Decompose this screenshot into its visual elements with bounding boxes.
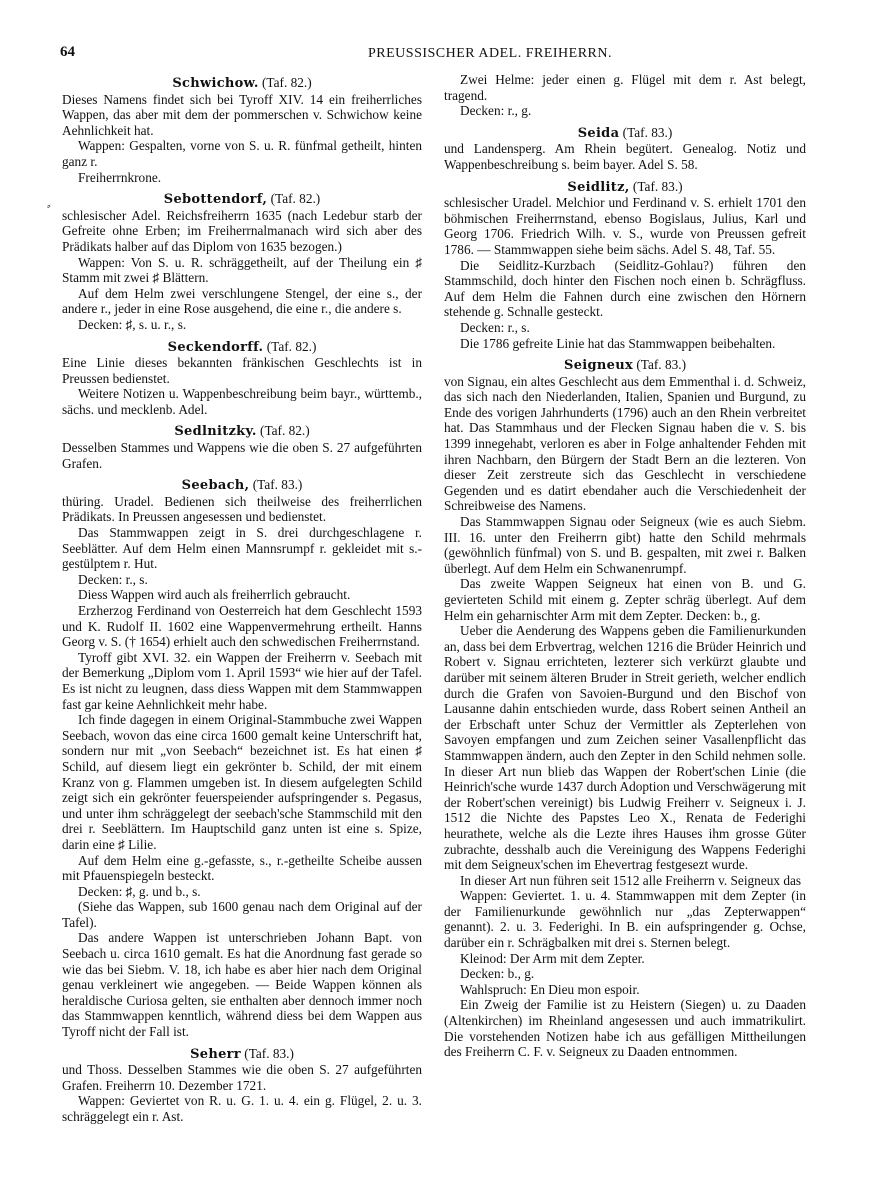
entry-name: Schwichow. bbox=[172, 76, 259, 91]
entry-heading bbox=[62, 1046, 422, 1063]
entry-paragraph: Ich finde dagegen in einem Original-Stammbuche zwei Wappen Seebach, wovon das eine circa 1600 gemalt keine Unterschrift hat, sondern nur mit „von Seebach“ bezeichnet ist. Es hat einen ♯ Schild, auf diesem liegt ein gekrönter b. Schild, der mit einem Kranz von g. Flammen umgeben ist. In diesem aufgelegten Schild zeigt sich ein gekrönter feuerspeiender aufspringender s. Pegasus, und unter ihm schräggelegt der seebach'sche Stammschild mit den drei r. Seeblättern. Im Hauptschild ganz unten ist eine s. Spize, darin eine ♯ Lilie. bbox=[62, 712, 422, 852]
entry-name: Seckendorff. bbox=[167, 339, 264, 355]
entry-paragraph: und Thoss. Desselben Stammes wie die oben S. 27 aufgeführten Grafen. Freiherrn 10. Dezember 1721. bbox=[62, 1062, 422, 1093]
entry-heading bbox=[62, 477, 422, 494]
entry-paragraph: Decken: r., s. bbox=[460, 319, 530, 335]
entry-paragraph: Freiherrnkrone. bbox=[78, 169, 162, 185]
entry-paragraph: Desselben Stammes und Wappens wie die oben S. 27 aufgeführten Grafen. bbox=[62, 440, 422, 471]
entry bbox=[444, 125, 806, 173]
entry-paragraph: Wappen: Geviertet. 1. u. 4. Stammwappen mit dem Zepter (in der Familienurkunde gewöhnlich nur „das Zepterwappen“ genannt). 2. u. 3. Federighi. In B. ein aufspringender g. Ochse, darüber ein r. Schrägbalken mit drei s. Sternen belegt. bbox=[444, 888, 806, 951]
entry-name: Seigneux bbox=[564, 358, 634, 374]
entry-heading bbox=[62, 339, 422, 356]
margin-mark: ⸗ bbox=[47, 200, 51, 212]
page-number: 64 bbox=[60, 44, 75, 60]
entry-paragraph: Auf dem Helm zwei verschlungene Stengel, der eine s., der andere r., jeder in eine Rose ausgehend, die eine r., die andere s. bbox=[62, 285, 422, 317]
entry bbox=[62, 75, 422, 185]
entry-paragraph: Zwei Helme: jeder einen g. Flügel mit dem r. Ast belegt, tragend. bbox=[444, 72, 806, 103]
entry-paragraph: Decken: ♯, g. und b., s. bbox=[78, 883, 201, 899]
entry-paragraph: Decken: ♯, s. u. r., s. bbox=[78, 316, 187, 332]
entry-plate-ref: (Taf. 83.) bbox=[622, 124, 673, 140]
entry bbox=[62, 191, 422, 332]
entry-plate-ref: (Taf. 82.) bbox=[262, 75, 312, 90]
entry-paragraph: Decken: b., g. bbox=[460, 966, 535, 982]
entry-heading bbox=[62, 75, 422, 92]
entry-plate-ref: (Taf. 82.) bbox=[260, 423, 310, 439]
entry-paragraph: Das Stammwappen Signau oder Seigneux (wie es auch Siebm. III. 16. unter den Freiherrn gibt) hatte den Schild mehrmals (gewöhnlich fünfmal) von S. und B. gespalten, mit zwei r. Balken überlegt. Auf dem Helm ein Schwanenrumpf. bbox=[444, 514, 806, 576]
entry bbox=[444, 179, 806, 352]
entry-plate-ref: (Taf. 82.) bbox=[270, 191, 321, 207]
entry bbox=[62, 423, 422, 471]
running-title: PREUSSISCHER ADEL. FREIHERRN. bbox=[368, 46, 612, 61]
entry-heading bbox=[444, 179, 806, 196]
left-column bbox=[62, 72, 422, 1131]
page-header bbox=[60, 44, 830, 66]
entry-heading bbox=[62, 191, 422, 208]
entry-paragraph: Die Seidlitz-Kurzbach (Seidlitz-Gohlau?) führen den Stammschild, doch hinter den Fischen noch einen b. Schrägfluss. Auf dem Helm die Fahnen durch eine zwischen den Hörnern stehende g. Schnalle gesteckt. bbox=[444, 257, 806, 320]
entry bbox=[444, 72, 806, 119]
entry-paragraph: Wappen: Geviertet von R. u. G. 1. u. 4. ein g. Flügel, 2. u. 3. schräggelegt ein r. Ast. bbox=[62, 1093, 422, 1124]
entry bbox=[62, 477, 422, 1039]
entry-plate-ref: (Taf. 83.) bbox=[244, 1045, 294, 1061]
entry-paragraph: Das andere Wappen ist unterschrieben Johann Bapt. von Seebach u. circa 1610 gemalt. Es hat die Anordnung fast gerade so wie das bei Siebm. V. 18, ich habe es aber hier nach dem Original genau verkleinert wie angegeben. — Beide Wappen können als heraldische Curiosa gelten, sie enthalten aber dennoch immer noch das Stammwappen kenntlich, während diess bei dem Wappen aus Tyroff nicht der Fall ist. bbox=[62, 930, 422, 1040]
entry-paragraph: Wappen: Von S. u. R. schräggetheilt, auf der Theilung ein ♯ Stamm mit zwei ♯ Blättern. bbox=[62, 254, 422, 286]
entry-name: Sedlnitzky. bbox=[174, 424, 257, 440]
entry-name: Seidlitz, bbox=[567, 179, 630, 195]
entry-name: Seherr bbox=[190, 1046, 241, 1062]
entry-paragraph: Decken: r., g. bbox=[460, 103, 532, 119]
entry-paragraph: Wappen: Gespalten, vorne von S. u. R. fünfmal getheilt, hinten ganz r. bbox=[62, 138, 422, 169]
entry-paragraph: Diess Wappen wird auch als freiherrlich gebraucht. bbox=[78, 587, 351, 603]
entry-paragraph: Das Stammwappen zeigt in S. drei durchgeschlagene r. Seeblätter. Auf dem Helm einen Mannsrumpf r. gekleidet mit s.-gestülptem r. Hut. bbox=[62, 525, 422, 572]
entry-paragraph: Dieses Namens findet sich bei Tyroff XIV. 14 ein freiherrliches Wappen, das aber mit dem der pommerschen v. Schwichow keine Aehnlichkeit hat. bbox=[62, 91, 422, 138]
entry-paragraph: Die 1786 gefreite Linie hat das Stammwappen beibehalten. bbox=[460, 335, 776, 351]
entry-name: Seebach, bbox=[181, 478, 250, 494]
entry-plate-ref: (Taf. 83.) bbox=[636, 357, 686, 373]
entry-paragraph: Tyroff gibt XVI. 32. ein Wappen der Freiherrn v. Seebach mit der Bemerkung „Diplom vom 1. April 1593“ wie hier auf der Tafel. Es ist nicht zu leugnen, dass diess Wappen mit dem Stammwappen fast gar keine Aehnlichkeit mehr habe. bbox=[62, 649, 422, 712]
entry bbox=[62, 1046, 422, 1125]
right-column bbox=[444, 72, 806, 1066]
entry-paragraph: Das zweite Wappen Seigneux hat einen von B. und G. gevierteten Schild mit einem g. Zepter schräg überlegt. Auf dem Helm ein geharnischter Arm mit dem Zepter. Decken: b., g. bbox=[444, 576, 806, 623]
entry-paragraph: Ein Zweig der Familie ist zu Heistern (Siegen) u. zu Daaden (Altenkirchen) im Rheinland angesessen und auch immatrikulirt. Die vorstehenden Notizen habe ich aus gefälligen Mittheilungen des Freiherrn C. F. v. Seigneux zu Daaden entnommen. bbox=[444, 997, 806, 1060]
entry-paragraph: Wahlspruch: En Dieu mon espoir. bbox=[460, 981, 640, 997]
entry-heading bbox=[62, 423, 422, 440]
entry-paragraph: Weitere Notizen u. Wappenbeschreibung beim bayr., württemb., sächs. und mecklenb. Adel. bbox=[62, 386, 422, 417]
entry-paragraph: Kleinod: Der Arm mit dem Zepter. bbox=[460, 950, 645, 966]
entry-paragraph: Eine Linie dieses bekannten fränkischen Geschlechts ist in Preussen bedienstet. bbox=[62, 355, 422, 386]
entry-paragraph: thüring. Uradel. Bedienen sich theilweise des freiherrlichen Prädikats. In Preussen angesessen und bedienstet. bbox=[62, 493, 422, 525]
entry-paragraph: Decken: r., s. bbox=[78, 571, 148, 587]
entry bbox=[444, 357, 806, 1060]
entry-paragraph: von Signau, ein altes Geschlecht aus dem Emmenthal i. d. Schweiz, das sich nach den Niederlanden, Italien, Spanien und Burgund, zu Ende des vorigen Jahrhunderts (1796) auch an den Rhein verbreitet hat. Das Stammhaus und der Flecken Signau haben die v. S. bis 1399 innegehabt, verloren es aber in Folge anhaltender Fehden mit ihren Nachbarn, den Bürgern der Stadt Bern an die lezteren. Von dieser Zeit zerstreute sich das Geschlecht in verschiedene Gegenden und es datirt ebendaher auch die Verschiedenheit der Schreibweise des Namens. bbox=[444, 373, 806, 514]
entry-heading bbox=[444, 357, 806, 374]
entry-name: Sebottendorf, bbox=[163, 192, 268, 208]
entry-paragraph: schlesischer Uradel. Melchior und Ferdinand v. S. erhielt 1701 den böhmischen Freiherrnstand, ebenso Bogislaus, Julius, Karl und Georg 1706. Friedrich Wilh. v. S., wurde von Preussen gefreit 1786. — Stammwappen siehe beim sächs. Adel S. 48, Taf. 55. bbox=[444, 195, 806, 257]
entry-plate-ref: (Taf. 83.) bbox=[632, 178, 683, 194]
entry-plate-ref: (Taf. 83.) bbox=[252, 477, 303, 493]
entry-paragraph: Auf dem Helm eine g.-gefasste, s., r.-getheilte Scheibe aussen mit Pfauenspiegeln besteckt. bbox=[62, 852, 422, 884]
entry-paragraph: Ueber die Aenderung des Wappens geben die Familienurkunden an, dass bei dem Erbvertrag, welchen 1216 die Brüder Heinrich und Robert v. Signau errichteten, lezterer sich verkürzt glaubte und darüber mit seinem älteren Bruder in Streit gerieth, welcher endlich durch die Grafen von Savoien-Burgund und den Bischof von Lausanne dahin entschieden wurde, dass Robert seinen Antheil an der Erbschaft unter Schuz der Vermittler als Zepterlehen von Savoyen empfangen und zum Zeichen seiner Vasallenpflicht das Stammwappen ändern, auch den Zepter in den Schild nehmen solle. In dieser Art nun blieb das Wappen der Robert'schen Linie (die Heinrich'sche wurde 1437 durch Adoption und Verschwägerung mit der Robert'schen vereinigt) bis Ludwig Freiherr v. Seigneux i. J. 1512 die Nichte des Papstes Leo X., Renata de Federighi heurathete, welche als die Lezte ihres Hauses ihm grosse Güter zubrachte, desshalb auch die Vereinigung des Wappens Federighi mit dem Seigneux'schen im Ehevertrag festgesezt wurde. bbox=[444, 623, 806, 873]
entry bbox=[62, 339, 422, 418]
entry-paragraph: und Landensperg. Am Rhein begütert. Genealog. Notiz und Wappenbeschreibung s. beim bayer. Adel S. 58. bbox=[444, 141, 806, 172]
entry-plate-ref: (Taf. 82.) bbox=[266, 338, 317, 354]
entry-heading bbox=[444, 125, 806, 142]
entry-paragraph: In dieser Art nun führen seit 1512 alle Freiherrn v. Seigneux das bbox=[460, 872, 802, 888]
entry-paragraph: (Siehe das Wappen, sub 1600 genau nach dem Original auf der Tafel). bbox=[62, 899, 422, 930]
entry-paragraph: Erzherzog Ferdinand von Oesterreich hat dem Geschlecht 1593 und K. Rudolf II. 1602 eine Wappenvermehrung ertheilt. Hanns Georg v. S. († 1654) erhielt auch den schwedischen Freiherrnstand. bbox=[62, 603, 422, 650]
entry-paragraph: schlesischer Adel. Reichsfreiherrn 1635 (nach Ledebur starb der Gefreite ohne Erben; im Freiherrnalmanach wird sich aber des Prädikats halber auf das Diplom von 1635 bezogen.) bbox=[62, 207, 422, 254]
entry-name: Seida bbox=[577, 125, 620, 141]
